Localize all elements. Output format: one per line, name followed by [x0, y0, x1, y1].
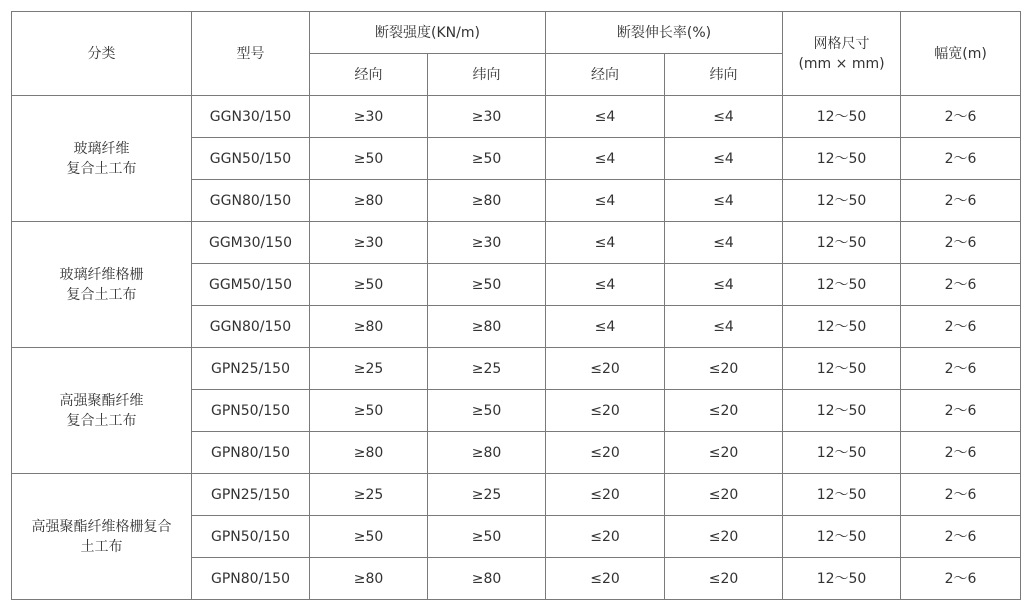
cell-strength-warp: ≥50	[310, 516, 428, 558]
cell-strength-warp: ≥30	[310, 96, 428, 138]
cell-model: GPN50/150	[192, 390, 310, 432]
header-mesh-line1: 网格尺寸	[813, 35, 870, 52]
table-row	[12, 222, 1021, 264]
cell-strength-warp: ≥80	[310, 432, 428, 474]
cell-width: 2～6	[901, 222, 1021, 264]
category-line1: 玻璃纤维格栅	[59, 266, 144, 283]
cell-strength-weft: ≥25	[428, 348, 546, 390]
cell-model: GGN80/150	[192, 306, 310, 348]
cell-model: GGN80/150	[192, 180, 310, 222]
subheader-strength-weft: 纬向	[428, 54, 546, 96]
cell-mesh-size: 12～50	[783, 306, 901, 348]
cell-elongation-warp: ≤20	[546, 348, 665, 390]
cell-strength-weft: ≥80	[428, 432, 546, 474]
header-model: 型号	[192, 12, 310, 96]
cell-mesh-size: 12～50	[783, 390, 901, 432]
cell-strength-warp: ≥25	[310, 474, 428, 516]
cell-strength-warp: ≥50	[310, 390, 428, 432]
cell-model: GPN25/150	[192, 348, 310, 390]
cell-strength-weft: ≥80	[428, 558, 546, 600]
cell-elongation-weft: ≤20	[665, 558, 783, 600]
header-mesh-size	[783, 12, 901, 96]
category-line2: 复合土工布	[66, 286, 137, 303]
cell-elongation-weft: ≤4	[665, 96, 783, 138]
cell-category	[12, 474, 192, 600]
cell-model: GGM30/150	[192, 222, 310, 264]
cell-mesh-size: 12～50	[783, 516, 901, 558]
cell-strength-weft: ≥80	[428, 180, 546, 222]
cell-mesh-size: 12～50	[783, 222, 901, 264]
cell-strength-weft: ≥50	[428, 516, 546, 558]
cell-category	[12, 222, 192, 348]
category-line1: 玻璃纤维	[73, 140, 130, 157]
table-row	[12, 474, 1021, 516]
cell-width: 2～6	[901, 432, 1021, 474]
cell-strength-weft: ≥30	[428, 96, 546, 138]
cell-category	[12, 348, 192, 474]
subheader-elongation-warp: 经向	[546, 54, 665, 96]
cell-elongation-warp: ≤20	[546, 558, 665, 600]
category-line1: 高强聚酯纤维	[59, 392, 144, 409]
cell-elongation-warp: ≤4	[546, 264, 665, 306]
subheader-elongation-weft: 纬向	[665, 54, 783, 96]
cell-width: 2～6	[901, 390, 1021, 432]
cell-strength-warp: ≥50	[310, 138, 428, 180]
cell-model: GPN80/150	[192, 432, 310, 474]
cell-elongation-warp: ≤4	[546, 96, 665, 138]
cell-strength-warp: ≥80	[310, 558, 428, 600]
cell-strength-warp: ≥80	[310, 306, 428, 348]
header-row	[12, 12, 1021, 54]
table-row	[12, 348, 1021, 390]
cell-strength-weft: ≥50	[428, 138, 546, 180]
cell-elongation-weft: ≤4	[665, 306, 783, 348]
cell-strength-warp: ≥30	[310, 222, 428, 264]
cell-width: 2～6	[901, 180, 1021, 222]
cell-width: 2～6	[901, 474, 1021, 516]
cell-elongation-warp: ≤20	[546, 432, 665, 474]
cell-model: GGM50/150	[192, 264, 310, 306]
category-line2: 复合土工布	[66, 412, 137, 429]
cell-width: 2～6	[901, 96, 1021, 138]
cell-elongation-weft: ≤4	[665, 180, 783, 222]
cell-elongation-warp: ≤20	[546, 390, 665, 432]
cell-mesh-size: 12～50	[783, 96, 901, 138]
cell-elongation-warp: ≤4	[546, 138, 665, 180]
cell-elongation-weft: ≤20	[665, 348, 783, 390]
category-line2: 复合土工布	[66, 160, 137, 177]
cell-elongation-weft: ≤20	[665, 390, 783, 432]
cell-strength-weft: ≥25	[428, 474, 546, 516]
cell-width: 2～6	[901, 306, 1021, 348]
cell-strength-warp: ≥25	[310, 348, 428, 390]
cell-mesh-size: 12～50	[783, 138, 901, 180]
cell-model: GGN30/150	[192, 96, 310, 138]
cell-strength-warp: ≥80	[310, 180, 428, 222]
header-width: 幅宽(m)	[901, 12, 1021, 96]
cell-width: 2～6	[901, 348, 1021, 390]
cell-elongation-warp: ≤20	[546, 474, 665, 516]
cell-mesh-size: 12～50	[783, 180, 901, 222]
cell-elongation-weft: ≤20	[665, 516, 783, 558]
cell-elongation-weft: ≤4	[665, 222, 783, 264]
cell-model: GPN80/150	[192, 558, 310, 600]
table-body	[12, 96, 1021, 600]
cell-elongation-warp: ≤4	[546, 180, 665, 222]
cell-elongation-warp: ≤20	[546, 516, 665, 558]
cell-mesh-size: 12～50	[783, 348, 901, 390]
spec-table	[11, 11, 1021, 600]
cell-strength-weft: ≥80	[428, 306, 546, 348]
table-row	[12, 96, 1021, 138]
header-mesh-line2: (mm × mm)	[798, 55, 885, 72]
cell-model: GPN50/150	[192, 516, 310, 558]
cell-elongation-weft: ≤20	[665, 432, 783, 474]
cell-model: GPN25/150	[192, 474, 310, 516]
header-category: 分类	[12, 12, 192, 96]
cell-mesh-size: 12～50	[783, 432, 901, 474]
cell-mesh-size: 12～50	[783, 558, 901, 600]
cell-width: 2～6	[901, 264, 1021, 306]
cell-elongation-weft: ≤4	[665, 138, 783, 180]
cell-strength-weft: ≥50	[428, 390, 546, 432]
cell-width: 2～6	[901, 558, 1021, 600]
category-line1: 高强聚酯纤维格栅复合	[31, 518, 172, 535]
subheader-strength-warp: 经向	[310, 54, 428, 96]
cell-width: 2～6	[901, 516, 1021, 558]
cell-elongation-warp: ≤4	[546, 306, 665, 348]
cell-strength-weft: ≥30	[428, 222, 546, 264]
cell-mesh-size: 12～50	[783, 474, 901, 516]
cell-strength-weft: ≥50	[428, 264, 546, 306]
cell-model: GGN50/150	[192, 138, 310, 180]
cell-mesh-size: 12～50	[783, 264, 901, 306]
cell-category	[12, 96, 192, 222]
cell-elongation-weft: ≤20	[665, 474, 783, 516]
header-elongation: 断裂伸长率(%)	[546, 12, 783, 54]
category-line2: 土工布	[80, 538, 123, 555]
cell-elongation-warp: ≤4	[546, 222, 665, 264]
cell-strength-warp: ≥50	[310, 264, 428, 306]
cell-width: 2～6	[901, 138, 1021, 180]
header-strength: 断裂强度(KN/m)	[310, 12, 546, 54]
cell-elongation-weft: ≤4	[665, 264, 783, 306]
